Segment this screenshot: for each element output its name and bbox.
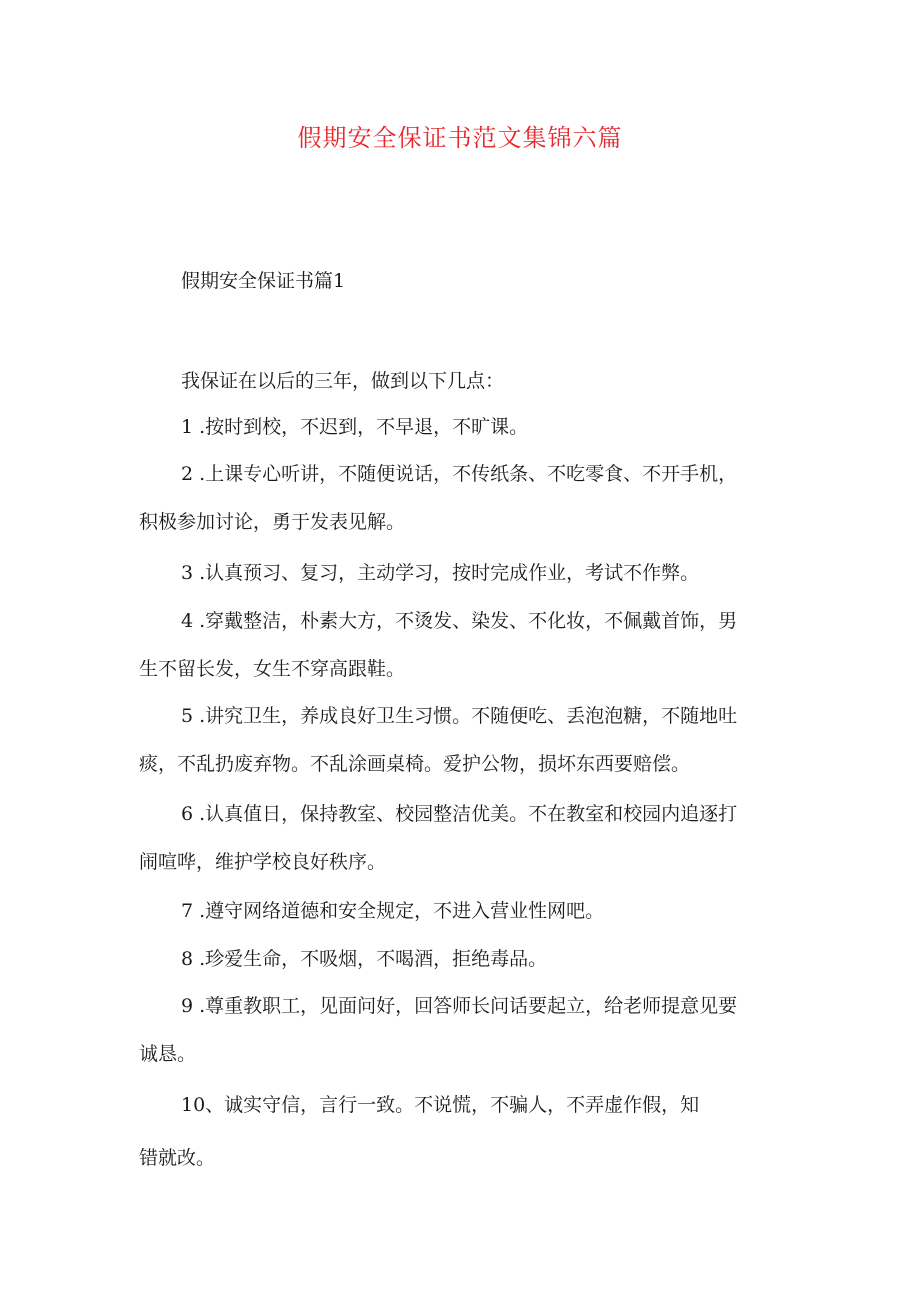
list-item-line: 8 .珍爱生命，不吸烟，不喝酒，拒绝毒品。 xyxy=(181,948,548,970)
list-item-line: 9 .尊重教职工，见面问好，回答师长问话要起立，给老师提意见要 xyxy=(181,995,738,1017)
intro-text: 我保证在以后的三年，做到以下几点： xyxy=(181,370,505,392)
list-item-line: 错就改。 xyxy=(139,1147,216,1169)
list-item xyxy=(139,982,789,1078)
list-item xyxy=(139,692,789,788)
list-item xyxy=(139,403,789,451)
list-item xyxy=(139,450,789,546)
intro-paragraph xyxy=(139,357,789,405)
list-item xyxy=(139,935,789,983)
list-item-line: 6 .认真值日，保持教室、校园整洁优美。不在教室和校园内追逐打 xyxy=(181,803,738,825)
list-item-continuation xyxy=(139,1134,789,1182)
list-item xyxy=(139,887,789,935)
list-item-line: 生不留长发，女生不穿高跟鞋。 xyxy=(139,658,406,680)
list-item xyxy=(139,597,789,693)
list-item-line: 5 .讲究卫生，养成良好卫生习惯。不随便吃、丢泡泡糖，不随地吐 xyxy=(181,705,738,727)
list-item xyxy=(139,790,789,886)
list-item-line: 诚恳。 xyxy=(139,1043,197,1065)
document-title: 假期安全保证书范文集锦六篇 xyxy=(297,124,623,152)
list-item-line: 1 .按时到校，不迟到，不早退，不旷课。 xyxy=(181,416,529,438)
list-item-line: 痰，不乱扔废弃物。不乱涂画桌椅。爱护公物，损坏东西要赔偿。 xyxy=(139,753,691,775)
list-item-line: 3 .认真预习、复习，主动学习，按时完成作业，考试不作弊。 xyxy=(181,562,700,584)
list-item-line: 4 .穿戴整洁，朴素大方，不烫发、染发、不化妆，不佩戴首饰，男 xyxy=(181,610,738,632)
list-item xyxy=(139,1081,789,1129)
section-heading: 假期安全保证书篇1 xyxy=(181,270,346,292)
list-item-line: 10、诚实守信，言行一致。不说慌，不骗人，不弄虚作假，知 xyxy=(181,1094,700,1116)
list-item-line: 积极参加讨论，勇于发表见解。 xyxy=(139,511,406,533)
list-item-line: 7 .遵守网络道德和安全规定，不进入营业性网吧。 xyxy=(181,900,605,922)
list-item xyxy=(139,549,789,597)
list-item-line: 闹喧哗，维护学校良好秩序。 xyxy=(139,851,387,873)
list-item-line: 2 .上课专心听讲，不随便说话，不传纸条、不吃零食、不开手机， xyxy=(181,463,738,485)
